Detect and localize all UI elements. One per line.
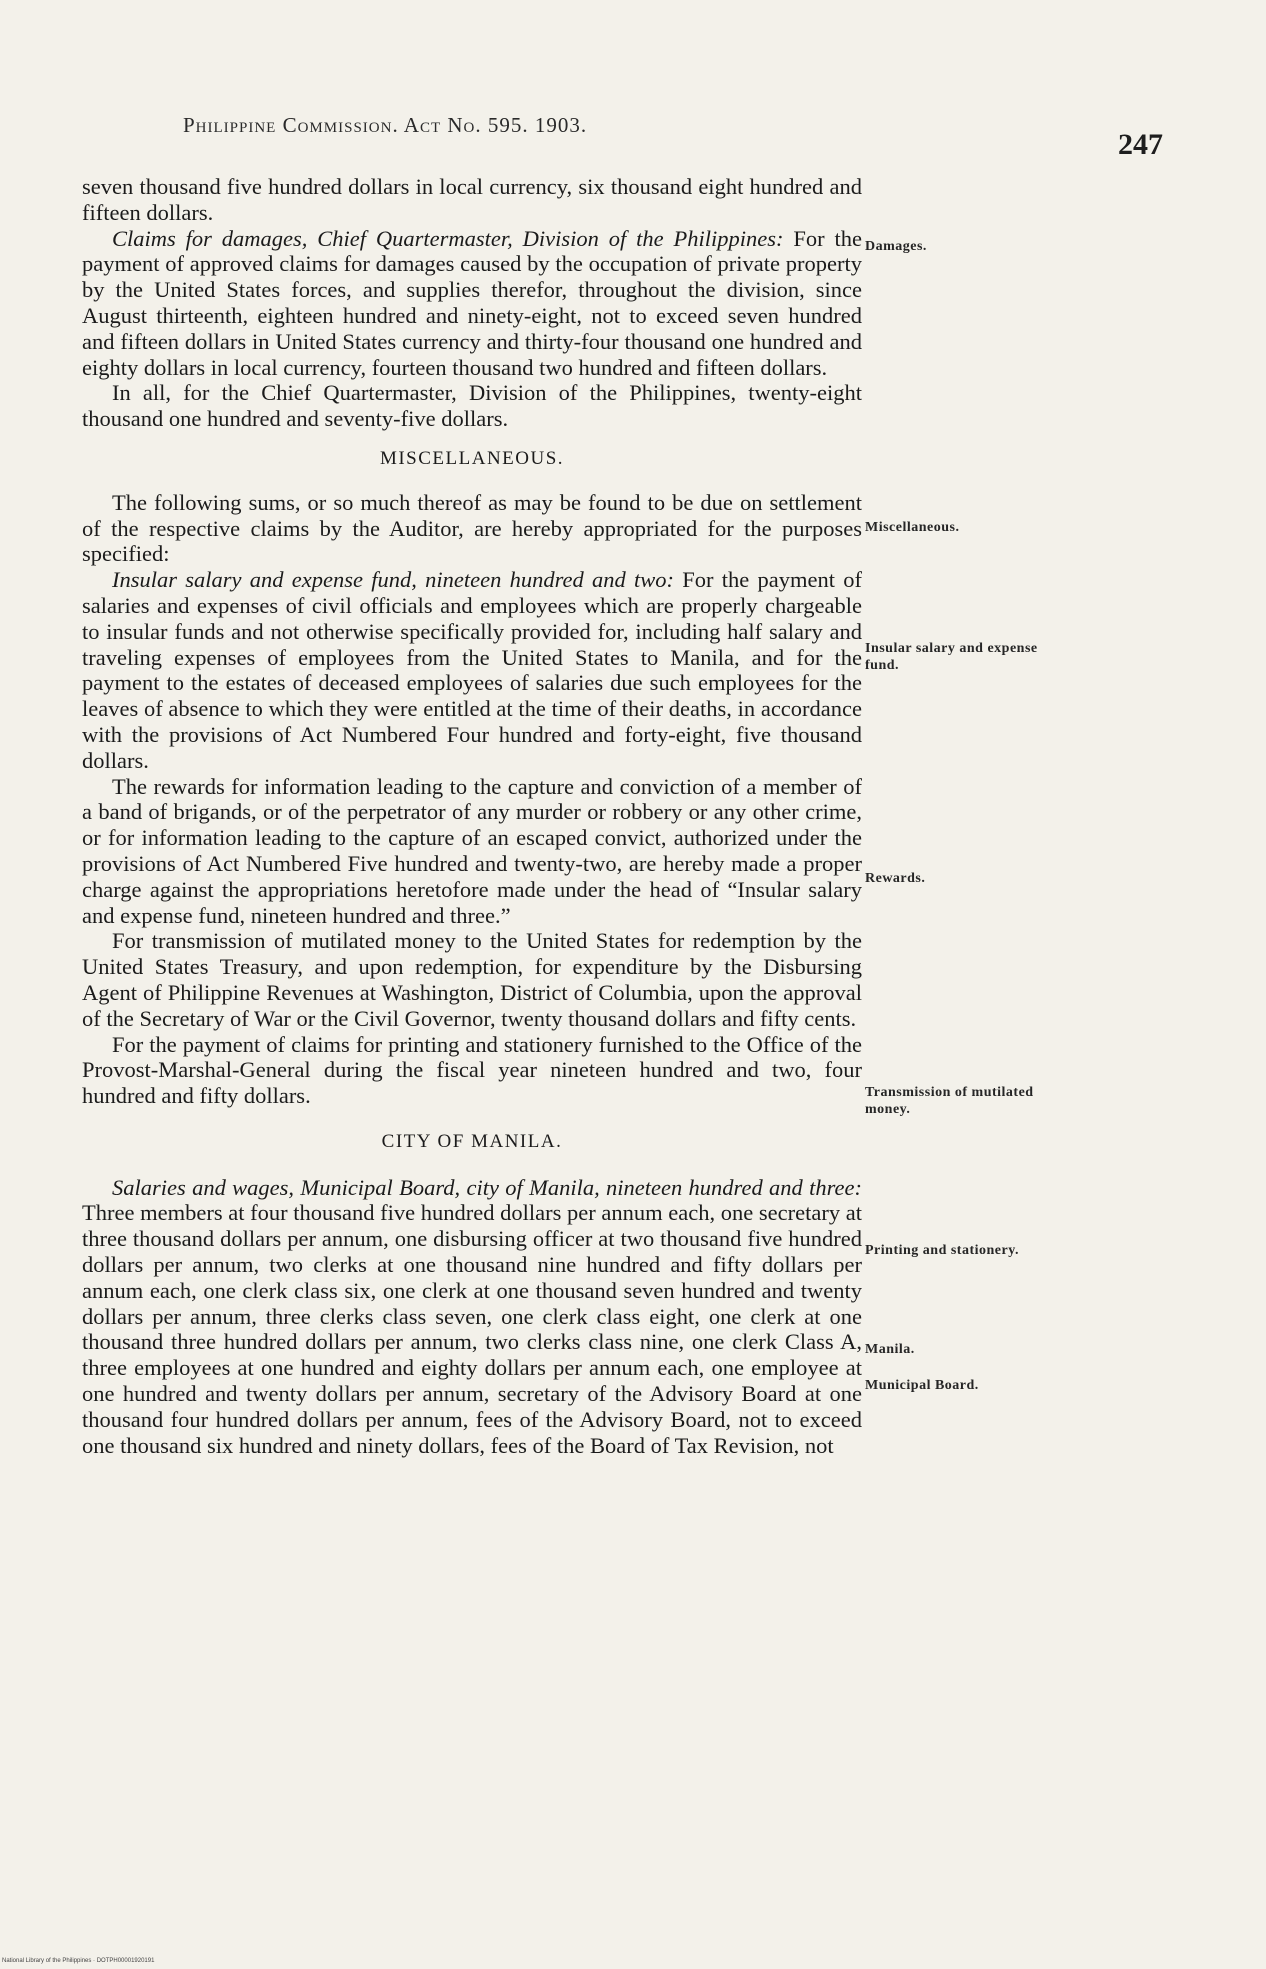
section-heading-miscellaneous: MISCELLANEOUS. xyxy=(379,447,565,469)
margin-note-insular: Insular salary and expense fund. xyxy=(865,641,1038,673)
margin-note-municipal-board: Municipal Board. xyxy=(865,1378,979,1393)
paragraph-municipal-board xyxy=(82,1175,862,1459)
body-text xyxy=(82,174,862,1458)
paragraph-continuation: seven thousand five hundred dollars in local currency, six thousand eight hundred and fifteen dollars. xyxy=(82,174,862,225)
paragraph-rewards: The rewards for information leading to the capture and conviction of a member of a band of brigands, or of the perpetrator of any murder or robbery or any other crime, or for information leading to the capture of an escaped convict, authorized under the provisions of Act Numbered Five hundred and twenty-two, are hereby made a proper charge against the appropriations heretofore made under the head of “Insular salary and expense fund, nineteen hundred and three.” xyxy=(82,773,862,928)
paragraph-insular-fund xyxy=(82,567,862,773)
paragraph-quartermaster-total: In all, for the Chief Quartermaster, Division of the Philippines, twenty-eight thousand one hundred and seventy-five dollars. xyxy=(82,380,862,432)
paragraph-printing: For the payment of claims for printing and stationery furnished to the Office of the Provost-Marshal-General during the fiscal year nineteen hundred and two, four hundred and fifty dollars. xyxy=(82,1031,862,1109)
paragraph-text: For the payment of salaries and expenses of civil officials and employees which are properly chargeable to insular funds and not otherwise specifically provided for, including half salary and traveling expenses of employees from the United States to Manila, and for the payment to the estates of deceased employees of salaries due such employees for the leaves of absence to which they were entitled at the time of their deaths, in accordance with the provisions of Act Numbered Four hundred and forty-eight, five thousand dollars. xyxy=(82,567,862,773)
margin-note-damages: Damages. xyxy=(865,239,927,254)
footer-credit: National Library of the Philippines · DOTPH00001920191 xyxy=(2,1958,155,1964)
paragraph-appropriations: The following sums, or so much thereof as may be found to be due on settlement of the respective claims by the Auditor, are hereby appropriated for the purposes specified: xyxy=(82,489,862,567)
margin-note-manila: Manila. xyxy=(865,1342,915,1357)
running-head: Philippine Commission. Act No. 595. 1903. xyxy=(183,113,588,137)
paragraph-lead: Salaries and wages, Municipal Board, city of Manila, nineteen hundred and three: xyxy=(112,1174,862,1200)
paragraph-lead: Claims for damages, Chief Quartermaster, Division of the Philippines: xyxy=(112,225,784,251)
paragraph-text: Three members at four thousand five hundred dollars per annum each, one secretary at three thousand dollars per annum, one disbursing officer at two thousand five hundred dollars per annum, two clerks at one thousand nine hundred and fifty dollars per annum each, one clerk class six, one clerk at one thousand seven hundred and twenty dollars per annum, three clerks class seven, one clerk class eight, one clerk at one thousand three hundred dollars per annum, two clerks class nine, one clerk Class A, three employees at one hundred and eighty dollars per annum each, one employee at one hundred and twenty dollars per annum, secretary of the Advisory Board at one thousand four hundred dollars per annum, fees of the Advisory Board, not to exceed one thousand six hundred and ninety dollars, fees of the Board of Tax Revision, not xyxy=(82,1200,862,1458)
paragraph-lead: Insular salary and expense fund, nineteen hundred and two: xyxy=(112,567,674,593)
margin-note-miscellaneous: Miscellaneous. xyxy=(865,520,960,535)
page-number: 247 xyxy=(1118,128,1163,161)
paragraph-transmission: For transmission of mutilated money to the United States for redemption by the United States Treasury, and upon redemption, for expenditure by the Disbursing Agent of Philippine Revenues at Washington, District of Columbia, upon the approval of the Secretary of War or the Civil Governor, twenty thousand dollars and fifty cents. xyxy=(82,928,862,1031)
section-heading-manila: CITY OF MANILA. xyxy=(381,1130,563,1152)
paragraph-text: For the payment of approved claims for damages caused by the occupation of private property by the United States forces, and supplies therefor, throughout the division, since August thirteenth, eighteen hundred and ninety-eight, not to exceed seven hundred and fifteen dollars in United States currency and thirty-four thousand one hundred and eighty dollars in local currency, fourteen thousand two hundred and fifteen dollars. xyxy=(82,225,862,380)
margin-note-transmission: Transmission of mutilated money. xyxy=(865,1085,1034,1117)
paragraph-claims-damages xyxy=(82,226,862,381)
margin-note-rewards: Rewards. xyxy=(865,871,926,886)
margin-note-printing: Printing and stationery. xyxy=(865,1243,1019,1258)
